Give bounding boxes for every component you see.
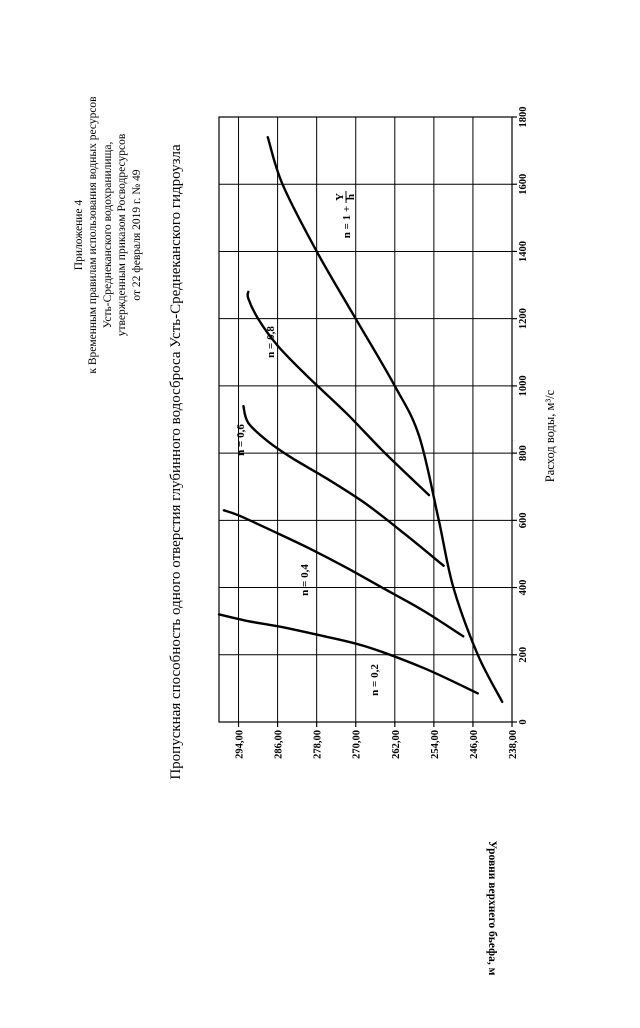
curve-n-1-plus: [268, 137, 502, 702]
curve-n-0-6: [243, 406, 443, 566]
x-tick-label: 800: [518, 445, 529, 461]
label-n-0-8: n = 0,8: [265, 326, 277, 358]
y-tick-label: 278,00: [312, 730, 324, 759]
appendix-line: Приложение 4: [73, 199, 85, 271]
y-axis-label: Уровни верхнего бьефа, м: [486, 840, 498, 976]
x-tick-label: 1400: [518, 240, 529, 262]
label-n-0-4: n = 0,4: [299, 564, 311, 596]
x-tick-label: 1800: [518, 106, 529, 128]
label-n-1-denominator: h: [345, 193, 357, 201]
appendix-line: Усть-Среднеканского водохранилища,: [101, 141, 114, 329]
label-n-0-2: n = 0,2: [369, 664, 381, 696]
x-tick-label: 1000: [518, 375, 529, 397]
label-n-0-6: n = 0,6: [235, 424, 247, 456]
y-tick-label: 262,00: [390, 730, 402, 759]
y-tick-label: 254,00: [429, 730, 441, 759]
label-n-1-numerator: Y: [334, 193, 346, 201]
y-axis-ticks: [235, 722, 519, 759]
curve-n-0-4: [224, 510, 463, 636]
chart-curves: [219, 137, 502, 702]
appendix-line: утвержденным приказом Росводресурсов: [116, 133, 129, 337]
x-tick-label: 1600: [518, 173, 529, 195]
curve-n-0-8: [248, 292, 429, 495]
x-tick-label: 400: [518, 579, 529, 596]
appendix-line: к Временным правилам использования водных ресурсов: [87, 96, 100, 374]
y-tick-label: 238,00: [508, 730, 519, 759]
x-axis-label: Расход воды, м³/с: [543, 389, 557, 483]
y-tick-label: 294,00: [234, 730, 246, 759]
y-tick-label: 286,00: [273, 730, 285, 759]
x-tick-label: 0: [518, 719, 529, 725]
curve-n-0-2: [219, 614, 478, 693]
curve-labels: [235, 191, 381, 696]
label-n-1-plus: n = 1 +: [341, 205, 353, 239]
chart-title: Пропускная способность одного отверстия глубинного водосброса Усть-Среднеканского гидроузла: [168, 144, 184, 780]
x-axis-ticks: [512, 107, 529, 725]
y-tick-label: 270,00: [351, 730, 363, 759]
x-tick-label: 1200: [518, 308, 529, 330]
y-tick-label: 246,00: [468, 730, 480, 759]
x-tick-label: 200: [518, 646, 529, 663]
x-tick-label: 600: [518, 512, 529, 529]
appendix-line: от 22 февраля 2019 г. № 49: [130, 169, 143, 301]
